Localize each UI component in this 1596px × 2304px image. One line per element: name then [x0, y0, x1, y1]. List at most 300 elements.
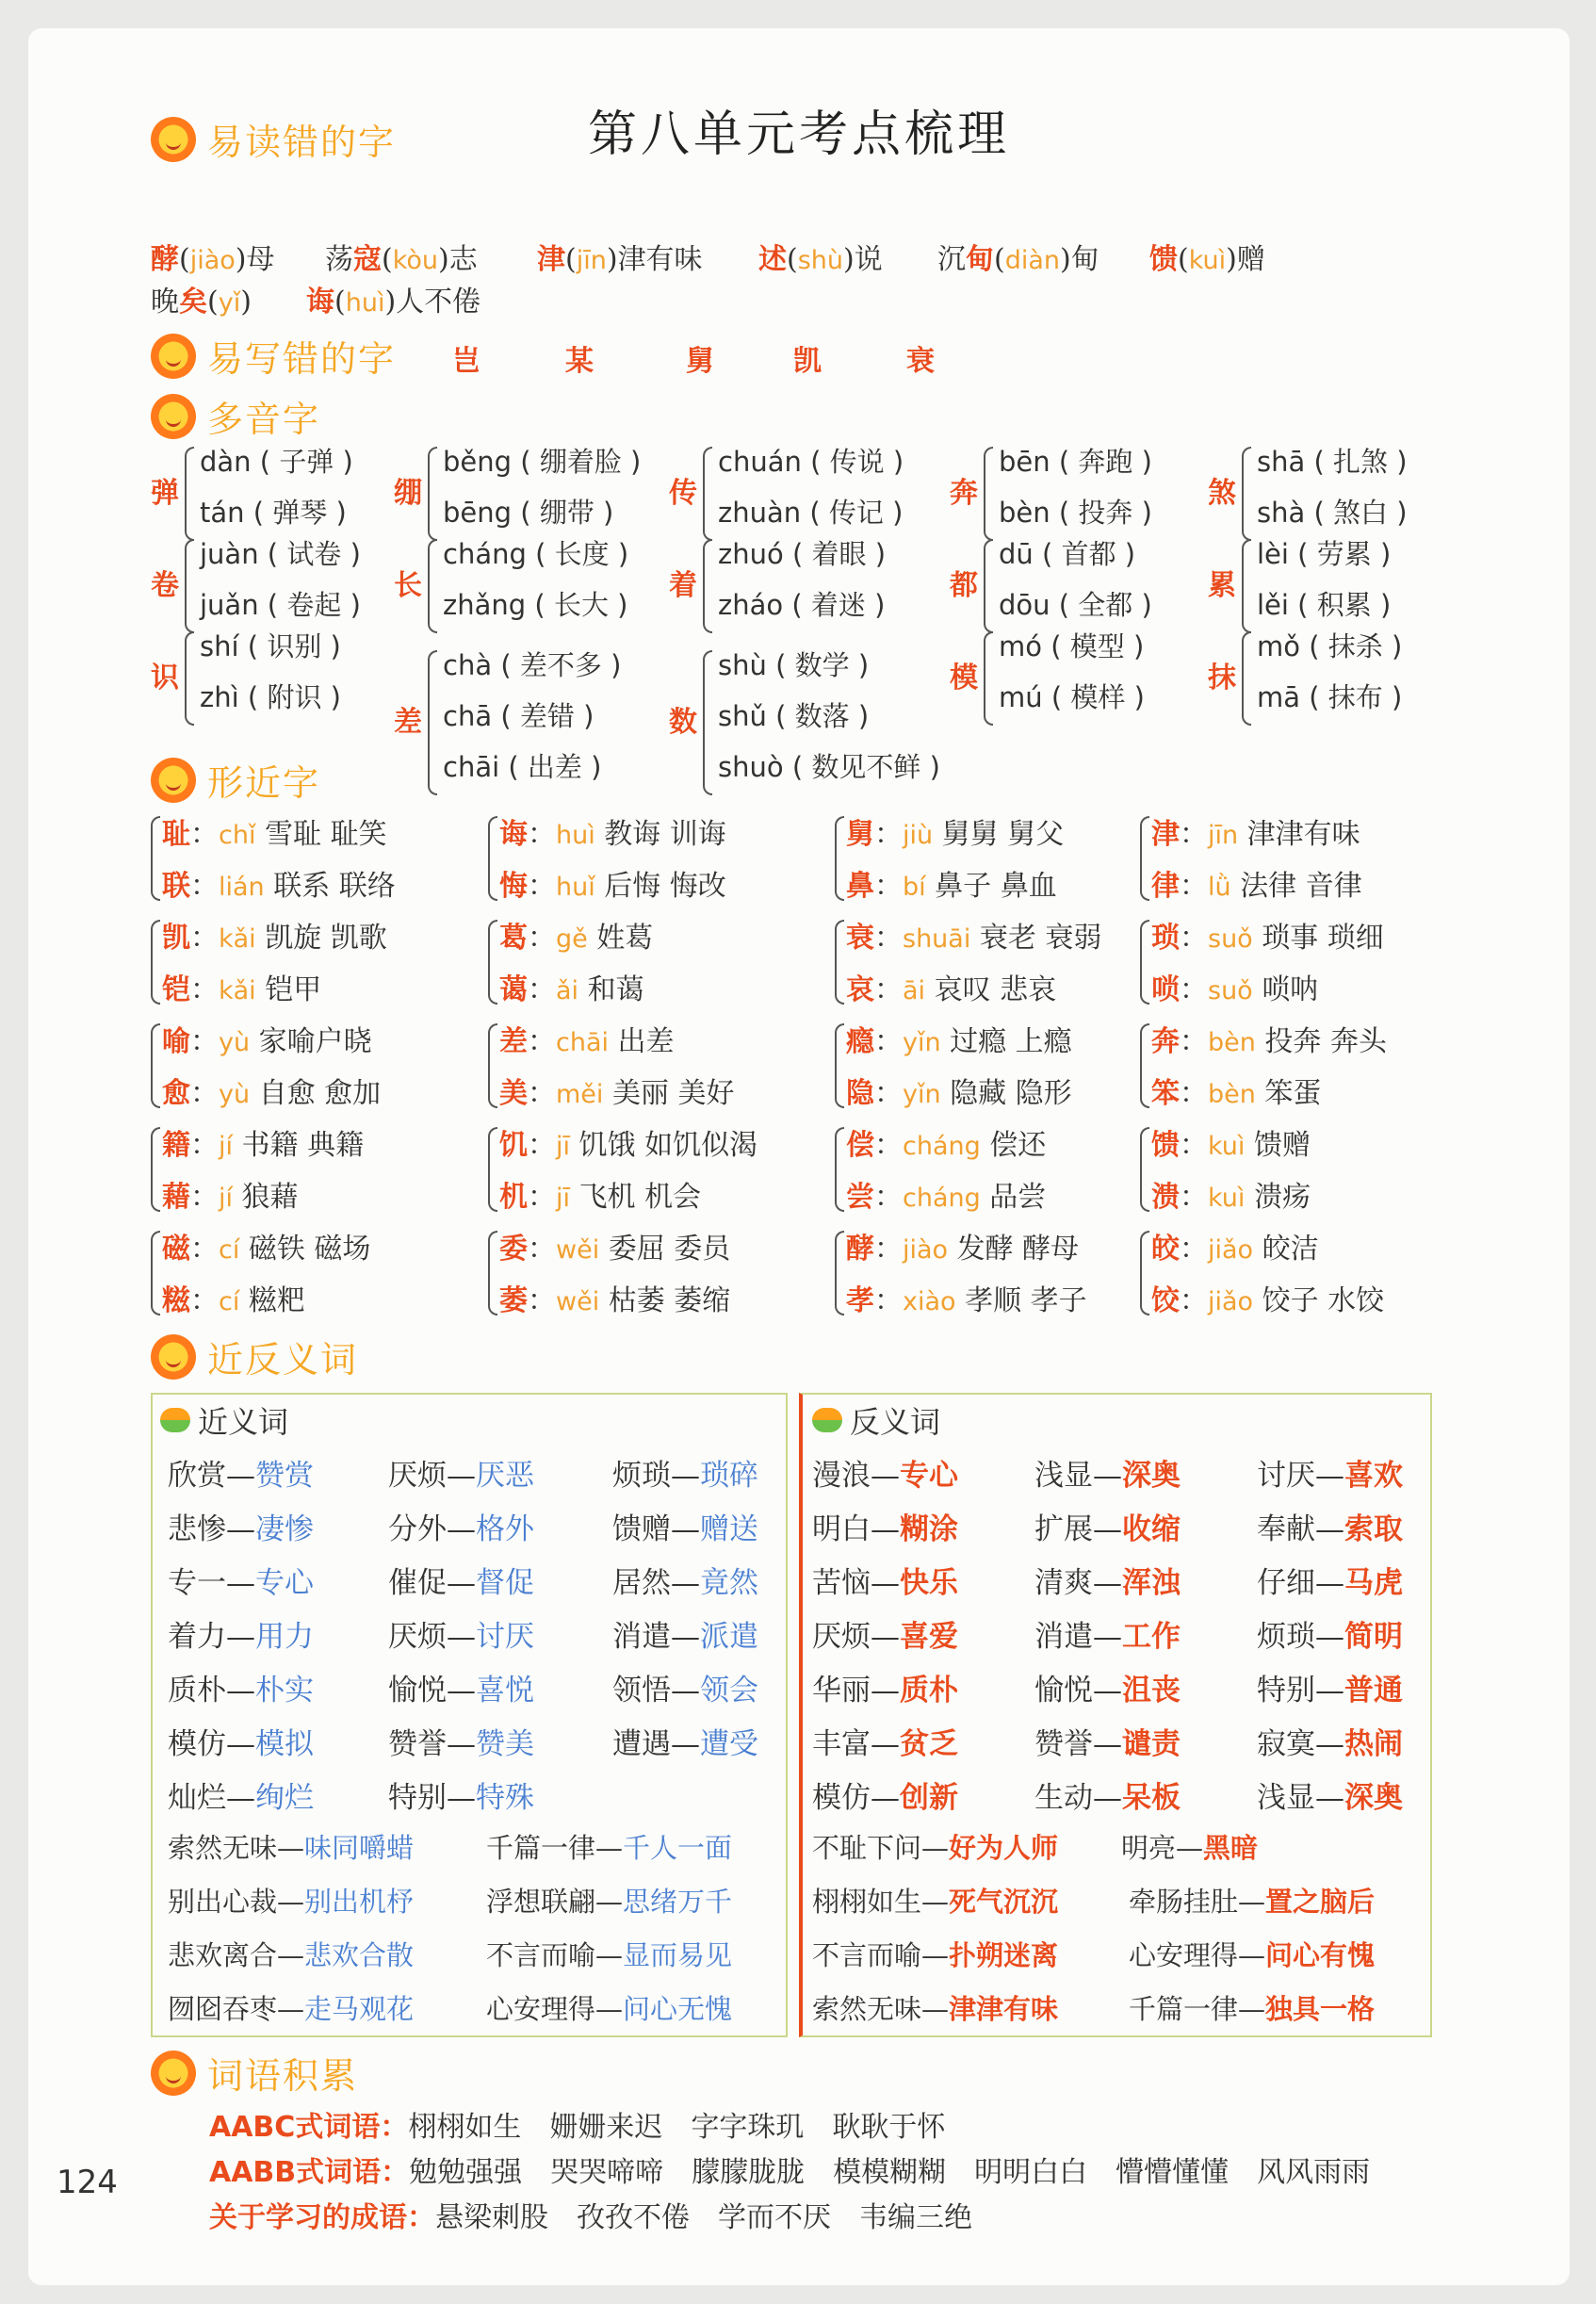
polyphone-word: 全都	[1078, 589, 1133, 621]
brace-mark	[488, 1127, 497, 1212]
misread-item	[151, 236, 275, 277]
misread-char: 甸	[966, 243, 994, 276]
dash: —	[1093, 1674, 1122, 1708]
similar-item	[846, 810, 1064, 852]
paren-open: (	[565, 243, 577, 276]
paren-open: (	[512, 446, 540, 478]
synonym-word: 索然无味	[168, 1832, 278, 1864]
similar-item	[846, 1277, 1087, 1318]
polyphone-char: 绷	[394, 477, 422, 510]
similar-char: 衰	[846, 922, 874, 955]
paren-close: )	[621, 446, 642, 478]
similar-pinyin: cí	[219, 1287, 240, 1316]
similar-words: 磁铁 磁场	[239, 1233, 371, 1266]
paren-open: (	[492, 649, 520, 681]
synonym-pair	[612, 1505, 758, 1547]
brace-mark	[1242, 447, 1251, 541]
misread-pinyin: kòu	[392, 246, 439, 275]
polyphone-pinyin: juǎn	[200, 589, 259, 621]
antonym-pair	[1034, 1720, 1181, 1762]
synonym-pair	[612, 1559, 758, 1601]
antonym-pair	[1257, 1559, 1403, 1601]
similar-item	[1151, 862, 1362, 904]
synonym-word: 灿烂	[168, 1781, 226, 1815]
polyphone-word: 模样	[1070, 681, 1126, 713]
antonym-match: 简明	[1344, 1620, 1403, 1654]
synonym-idiom-pair	[168, 1935, 414, 1973]
polyphone-reading	[200, 533, 361, 572]
antonym-pair	[1034, 1505, 1181, 1547]
dash: —	[1238, 1939, 1266, 1971]
similar-words: 溃疡	[1245, 1181, 1311, 1214]
section-vocab: 词语积累	[151, 2047, 358, 2099]
similar-pinyin: jī	[556, 1184, 571, 1213]
vocab-words: 栩栩如生 姗姗来迟 字字珠玑 耿耿于怀	[408, 2111, 946, 2144]
similar-item	[1151, 810, 1360, 852]
miswrite-char: 岂	[452, 345, 480, 378]
similar-pinyin: bèn	[1208, 1028, 1256, 1057]
antonym-word: 牵肠挂肚	[1129, 1886, 1239, 1918]
paren-open: (	[1033, 538, 1062, 570]
similar-item	[162, 862, 396, 904]
colon: ：	[1180, 922, 1208, 955]
paren-close: )	[601, 649, 622, 681]
brace-mark	[151, 1023, 160, 1108]
similar-item	[499, 1018, 675, 1059]
polyphone-pinyin: zhuàn	[718, 497, 802, 529]
polyphone-reading	[200, 626, 341, 664]
similar-item	[1151, 966, 1318, 1007]
misread-rest: 母	[246, 243, 275, 276]
polyphone-reading	[718, 645, 869, 683]
synonym-match: 专心	[255, 1566, 314, 1600]
brace-mark	[835, 816, 844, 901]
misread-pinyin: diàn	[1004, 246, 1061, 275]
polyphone-reading	[1257, 677, 1402, 715]
colon: ：	[528, 973, 556, 1006]
antonym-word: 浅显	[1257, 1781, 1315, 1815]
antonym-pair	[812, 1773, 958, 1816]
polyphone-char: 弹	[151, 477, 179, 510]
similar-char: 蔼	[499, 973, 528, 1006]
brace-mark	[1140, 1023, 1149, 1108]
paren-open: (	[1305, 497, 1334, 529]
misread-item	[758, 236, 883, 277]
sun-icon	[151, 1334, 196, 1380]
antonym-match: 问心有愧	[1265, 1939, 1376, 1971]
antonym-idiom-pair	[1121, 1827, 1258, 1866]
antonym-word: 千篇一律	[1129, 1993, 1239, 2025]
dash: —	[871, 1727, 900, 1761]
paren-close: )	[865, 589, 886, 621]
similar-item	[499, 862, 726, 904]
dash: —	[447, 1727, 476, 1761]
brace-mark	[703, 650, 712, 795]
similar-char: 耻	[162, 818, 190, 851]
similar-words: 皎洁	[1253, 1233, 1319, 1266]
misread-pinyin: kuì	[1188, 246, 1227, 275]
colon: ：	[190, 922, 219, 955]
paren-close: )	[843, 243, 855, 276]
paren-close: )	[581, 751, 602, 783]
misread-rest: 志	[448, 243, 478, 276]
polyphone-pinyin: juàn	[200, 538, 259, 570]
synonym-match: 领会	[700, 1674, 758, 1708]
synonym-match: 讨厌	[476, 1620, 534, 1654]
similar-item	[162, 1070, 381, 1111]
similar-char: 酵	[846, 1233, 874, 1266]
colon: ：	[528, 1284, 556, 1317]
misread-rest: 津有味	[617, 243, 703, 276]
polyphone-word: 劳累	[1316, 538, 1372, 570]
antonym-pair	[812, 1720, 958, 1762]
paren-close: )	[235, 243, 247, 276]
similar-pinyin: jīn	[1208, 821, 1239, 850]
paren-open: (	[207, 286, 219, 319]
synonym-match: 走马观花	[304, 1993, 415, 2025]
paren-close: )	[1382, 630, 1403, 662]
polyphone-char: 累	[1208, 569, 1236, 602]
polyphone-word: 卷起	[286, 589, 342, 621]
colon: ：	[874, 1129, 903, 1162]
brace-mark	[151, 1231, 160, 1315]
brace-mark	[835, 920, 844, 1005]
polyphone-pinyin: mú	[999, 681, 1043, 713]
polyphone-word: 投奔	[1078, 497, 1133, 529]
antonym-match: 好为人师	[949, 1832, 1059, 1864]
paren-open: (	[801, 446, 830, 478]
similar-words: 隐藏 隐形	[940, 1077, 1072, 1110]
dash: —	[671, 1459, 700, 1493]
polyphone-pinyin: bēn	[999, 446, 1050, 478]
synonym-match: 厌恶	[476, 1459, 534, 1493]
polyphone-pinyin: zhǎng	[443, 589, 527, 621]
polyphone-char: 长	[394, 569, 422, 602]
dash: —	[1315, 1727, 1344, 1761]
misread-prefix: 沉	[937, 243, 966, 276]
paren-open: (	[238, 630, 268, 662]
synonym-idiom-pair	[486, 1988, 732, 2027]
similar-char: 委	[499, 1233, 528, 1266]
colon: ：	[528, 1077, 556, 1110]
misread-rest: 人不倦	[396, 286, 481, 319]
similar-words: 教诲 训诲	[594, 818, 726, 851]
misread-rest: 赠	[1236, 243, 1265, 276]
misread-item	[537, 236, 703, 277]
paren-open: (	[1050, 446, 1079, 478]
dash: —	[1238, 1993, 1266, 2025]
polyphone-word: 传记	[828, 497, 884, 529]
paren-open: (	[787, 243, 798, 276]
misread-pinyin: shù	[797, 246, 844, 275]
synonym-pair	[612, 1720, 758, 1762]
similar-char: 偿	[846, 1129, 874, 1162]
similar-pinyin: měi	[556, 1080, 604, 1109]
misread-prefix: 晚	[151, 286, 179, 319]
polyphone-reading	[443, 584, 628, 623]
misread-item	[1149, 236, 1265, 277]
antonym-word: 不言而喻	[812, 1939, 922, 1971]
antonym-match: 贫乏	[900, 1727, 958, 1761]
synonym-word: 囫囵吞枣	[168, 1993, 278, 2025]
similar-item	[499, 1070, 735, 1111]
synonym-match: 遭受	[700, 1727, 758, 1761]
polyphone-reading	[718, 695, 869, 734]
synonym-idiom-pair	[486, 1935, 732, 1973]
dash: —	[1176, 1832, 1204, 1864]
dash: —	[1093, 1727, 1122, 1761]
colon: ：	[528, 870, 556, 903]
antonym-match: 喜欢	[1344, 1459, 1403, 1493]
similar-item	[1151, 1070, 1321, 1111]
paren-close: )	[321, 681, 341, 713]
colon: ：	[190, 973, 219, 1006]
polyphone-pinyin: bēng	[443, 497, 513, 529]
similar-words: 琐事 琐细	[1252, 922, 1384, 955]
colon: ：	[874, 1284, 903, 1317]
synonym-word: 愉悦	[388, 1674, 447, 1708]
antonym-match: 快乐	[900, 1566, 958, 1600]
paren-open: (	[783, 589, 811, 621]
synonym-match: 显而易见	[623, 1939, 733, 1971]
similar-char: 籍	[162, 1129, 190, 1162]
antonym-pair	[812, 1666, 958, 1708]
antonym-pair	[1034, 1612, 1181, 1655]
paren-close: )	[1371, 538, 1392, 570]
polyphone-reading	[443, 533, 628, 572]
brace-mark	[1140, 816, 1149, 901]
dot-icon	[160, 1408, 190, 1432]
dash: —	[226, 1727, 255, 1761]
paren-close: )	[849, 649, 870, 681]
colon: ：	[190, 1233, 219, 1266]
polyphone-char: 着	[669, 569, 697, 602]
antonym-header: 反义词	[812, 1398, 940, 1442]
antonym-idiom-pair	[1129, 1881, 1375, 1920]
misread-char: 酵	[151, 243, 179, 276]
similar-pinyin: jí	[219, 1184, 234, 1213]
dash: —	[447, 1512, 476, 1546]
antonym-pair	[1257, 1720, 1403, 1762]
antonym-match: 深奥	[1122, 1459, 1181, 1493]
antonym-pair	[1034, 1559, 1181, 1601]
similar-words: 饥饿 如饥似渴	[570, 1129, 758, 1162]
antonym-match: 呆板	[1122, 1781, 1181, 1815]
similar-words: 过瘾 上瘾	[940, 1025, 1072, 1058]
antonym-pair	[1257, 1505, 1403, 1547]
similar-char: 隐	[846, 1077, 874, 1110]
polyphone-word: 数见不鲜	[811, 751, 921, 783]
similar-pinyin: jí	[219, 1132, 234, 1161]
similar-char: 笨	[1151, 1077, 1180, 1110]
polyphone-word: 长大	[553, 589, 609, 621]
antonym-match: 独具一格	[1265, 1993, 1376, 2025]
similar-char: 葛	[499, 922, 528, 955]
similar-words: 舅舅 舅父	[933, 818, 1065, 851]
similar-item	[846, 1225, 1079, 1266]
polyphone-pinyin: lèi	[1257, 538, 1289, 570]
paren-open: (	[499, 751, 528, 783]
similar-words: 偿还	[980, 1129, 1047, 1162]
antonym-match: 质朴	[900, 1674, 958, 1708]
colon: ：	[190, 1077, 219, 1110]
similar-item	[1151, 1277, 1384, 1318]
section-similar: 形近字	[151, 754, 320, 806]
antonym-match: 索取	[1344, 1512, 1403, 1546]
paren-close: )	[1060, 243, 1071, 276]
brace-mark	[185, 539, 194, 633]
antonym-match: 沮丧	[1122, 1674, 1181, 1708]
synonym-match: 督促	[476, 1566, 534, 1600]
polyphone-char: 卷	[151, 569, 179, 602]
dash: —	[595, 1939, 624, 1971]
synonym-match: 悲欢合散	[304, 1939, 415, 1971]
similar-words: 雪耻 耻笑	[255, 818, 387, 851]
misread-char: 津	[537, 243, 565, 276]
dash: —	[1315, 1459, 1344, 1493]
synonym-pair	[168, 1451, 314, 1494]
similar-words: 联系 联络	[264, 870, 396, 903]
synonym-word: 消遣	[612, 1620, 671, 1654]
polyphone-word: 奔跑	[1078, 446, 1133, 478]
colon: ：	[528, 1025, 556, 1058]
dash: —	[871, 1566, 900, 1600]
antonym-idiom-pair	[812, 1988, 1058, 2027]
similar-pinyin: shuāi	[903, 924, 971, 954]
similar-words: 书籍 典籍	[233, 1129, 365, 1162]
similar-pinyin: chǐ	[219, 821, 256, 850]
polyphone-pinyin: chà	[443, 649, 493, 681]
antonym-match: 浑浊	[1122, 1566, 1181, 1600]
dash: —	[226, 1674, 255, 1708]
colon: ：	[1180, 1233, 1208, 1266]
synonym-word: 领悟	[612, 1674, 671, 1708]
polyphone-char: 抹	[1208, 662, 1236, 694]
antonym-pair	[1034, 1666, 1181, 1708]
polyphone-word: 子弹	[279, 446, 334, 478]
similar-pinyin: wěi	[556, 1235, 600, 1265]
page-number: 124	[57, 2164, 118, 2201]
synonym-pair	[168, 1666, 314, 1708]
paren-close: )	[438, 243, 449, 276]
similar-words: 枯萎 萎缩	[599, 1284, 731, 1317]
polyphone-word: 传说	[829, 446, 885, 478]
colon: ：	[874, 1181, 903, 1214]
similar-words: 后悔 悔改	[594, 870, 726, 903]
dash: —	[871, 1781, 900, 1815]
similar-words: 美丽 美好	[603, 1077, 735, 1110]
similar-char: 糍	[162, 1284, 190, 1317]
paren-close: )	[341, 538, 361, 570]
polyphone-reading	[718, 492, 903, 531]
polyphone-char: 都	[950, 569, 978, 602]
synonym-word: 模仿	[168, 1727, 226, 1761]
antonym-word: 栩栩如生	[812, 1886, 922, 1918]
paren-close: )	[574, 700, 594, 732]
paren-open: (	[1288, 589, 1317, 621]
colon: ：	[1180, 1181, 1208, 1214]
dash: —	[921, 1993, 950, 2025]
similar-item	[162, 1121, 364, 1163]
similar-char: 唢	[1151, 973, 1180, 1006]
synonym-pair	[168, 1773, 314, 1816]
synonym-word: 质朴	[168, 1674, 226, 1708]
polyphone-reading	[999, 492, 1152, 531]
polyphone-pinyin: mā	[1257, 681, 1301, 713]
antonym-match: 谴责	[1122, 1727, 1181, 1761]
dash: —	[447, 1620, 476, 1654]
antonym-pair	[1034, 1773, 1181, 1816]
antonym-word: 丰富	[812, 1727, 871, 1761]
synonym-pair	[388, 1505, 534, 1547]
paren-close: )	[327, 497, 347, 529]
polyphone-pinyin: tán	[200, 497, 245, 529]
antonym-match: 创新	[900, 1781, 958, 1815]
colon: ：	[190, 1284, 219, 1317]
similar-words: 发酵 酵母	[948, 1233, 1080, 1266]
similar-words: 馈赠	[1245, 1129, 1311, 1162]
brace-mark	[1242, 539, 1251, 633]
similar-words: 投奔 奔头	[1255, 1025, 1387, 1058]
antonym-match: 置之脑后	[1265, 1886, 1376, 1918]
colon: ：	[528, 1181, 556, 1214]
paren-open: (	[801, 497, 829, 529]
dash: —	[226, 1620, 255, 1654]
paren-open: (	[512, 497, 540, 529]
synonym-match: 赞赏	[255, 1459, 314, 1493]
antonym-pair	[812, 1612, 958, 1655]
similar-words: 委屈 委员	[599, 1233, 731, 1266]
similar-pinyin: kǎi	[219, 924, 256, 954]
similar-pinyin: kuì	[1208, 1184, 1246, 1213]
dash: —	[871, 1674, 900, 1708]
brace-mark	[488, 920, 497, 1005]
antonym-pair	[1034, 1451, 1181, 1494]
paren-open: (	[1050, 589, 1079, 621]
polyphone-word: 着迷	[810, 589, 866, 621]
polyphone-pinyin: mǒ	[1257, 630, 1300, 662]
antonym-idiom-pair	[1129, 1988, 1375, 2027]
paren-close: )	[1371, 589, 1392, 621]
paren-close: )	[1132, 497, 1152, 529]
synonym-match: 朴实	[255, 1674, 314, 1708]
antonym-match: 工作	[1122, 1620, 1181, 1654]
polyphone-pinyin: shù	[718, 649, 767, 681]
dash: —	[447, 1566, 476, 1600]
paren-open: (	[179, 243, 190, 276]
polyphone-pinyin: shuò	[718, 751, 784, 783]
colon: ：	[528, 818, 556, 851]
polyphone-word: 积累	[1316, 589, 1372, 621]
similar-pinyin: jiù	[903, 821, 934, 850]
synonym-idiom-pair	[168, 1827, 414, 1866]
dash: —	[595, 1886, 624, 1918]
similar-char: 饥	[499, 1129, 528, 1162]
brace-mark	[185, 447, 194, 541]
dash: —	[871, 1620, 900, 1654]
similar-pinyin: jiào	[903, 1235, 949, 1265]
antonym-match: 津津有味	[949, 1993, 1059, 2025]
antonym-word: 心安理得	[1129, 1939, 1239, 1971]
synonym-word: 厌烦	[388, 1459, 447, 1493]
paren-close: )	[849, 700, 870, 732]
synonym-match: 竟然	[700, 1566, 758, 1600]
dash: —	[1238, 1886, 1266, 1918]
synonym-match: 赠送	[700, 1512, 758, 1546]
polyphone-reading	[443, 645, 621, 683]
synonym-pair	[388, 1720, 534, 1762]
paren-close: )	[594, 497, 614, 529]
